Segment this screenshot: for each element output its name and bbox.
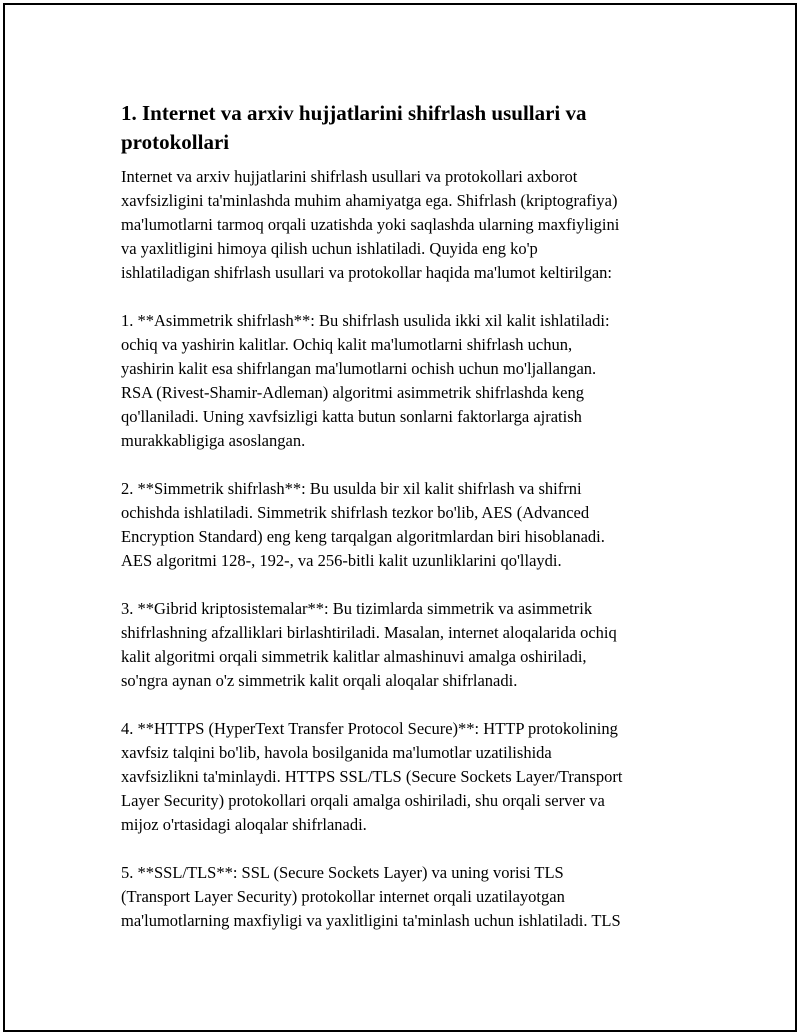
list-item-ssl-tls: [121, 861, 691, 933]
text-line: xavfsizligini ta'minlashda muhim ahamiyatga ega. Shifrlash (kriptografiya): [121, 191, 618, 210]
document-body: [121, 99, 691, 957]
text-line: 3. **Gibrid kriptosistemalar**: Bu tizimlarda simmetrik va asimmetrik: [121, 599, 593, 618]
text-line: Encryption Standard) eng keng tarqalgan algoritmlardan biri hisoblanadi.: [121, 527, 605, 546]
text-line: Internet va arxiv hujjatlarini shifrlash usullari va protokollari axborot: [121, 167, 578, 186]
list-item-asymmetric: [121, 309, 691, 453]
text-line: shifrlashning afzalliklari birlashtiriladi. Masalan, internet aloqalarida ochiq: [121, 623, 617, 642]
text-line: ochiq va yashirin kalitlar. Ochiq kalit ma'lumotlarni shifrlash uchun,: [121, 335, 573, 354]
text-line: ma'lumotlarni tarmoq orqali uzatishda yoki saqlashda ularning maxfiyligini: [121, 215, 620, 234]
list-item-symmetric: [121, 477, 691, 573]
text-line: ma'lumotlarning maxfiyligi va yaxlitligini ta'minlash uchun ishlatiladi. TLS: [121, 911, 621, 930]
section-heading: [121, 99, 691, 157]
text-line: qo'llaniladi. Uning xavfsizligi katta butun sonlarni faktorlarga ajratish: [121, 407, 582, 426]
list-item-https: [121, 717, 691, 837]
text-line: kalit algoritmi orqali simmetrik kalitlar almashinuvi amalga oshiriladi,: [121, 647, 587, 666]
text-line: 5. **SSL/TLS**: SSL (Secure Sockets Layer) va uning vorisi TLS: [121, 863, 564, 882]
text-line: so'ngra aynan o'z simmetrik kalit orqali aloqalar shifrlanadi.: [121, 671, 518, 690]
text-line: (Transport Layer Security) protokollar internet orqali uzatilayotgan: [121, 887, 565, 906]
text-line: murakkabligiga asoslangan.: [121, 431, 306, 450]
text-line: 1. **Asimmetrik shifrlash**: Bu shifrlash usulida ikki xil kalit ishlatiladi:: [121, 311, 610, 330]
text-line: AES algoritmi 128-, 192-, va 256-bitli kalit uzunliklarini qo'llaydi.: [121, 551, 562, 570]
text-line: yashirin kalit esa shifrlangan ma'lumotlarni ochish uchun mo'ljallangan.: [121, 359, 597, 378]
text-line: mijoz o'rtasidagi aloqalar shifrlanadi.: [121, 815, 367, 834]
document-page: [3, 3, 797, 1032]
text-line: RSA (Rivest-Shamir-Adleman) algoritmi asimmetrik shifrlashda keng: [121, 383, 584, 402]
text-line: 2. **Simmetrik shifrlash**: Bu usulda bir xil kalit shifrlash va shifrni: [121, 479, 582, 498]
heading-line: protokollari: [121, 130, 230, 154]
heading-line: 1. Internet va arxiv hujjatlarini shifrlash usullari va: [121, 101, 587, 125]
list-item-hybrid: [121, 597, 691, 693]
text-line: 4. **HTTPS (HyperText Transfer Protocol Secure)**: HTTP protokolining: [121, 719, 618, 738]
intro-paragraph: [121, 165, 691, 285]
text-line: va yaxlitligini himoya qilish uchun ishlatiladi. Quyida eng ko'p: [121, 239, 538, 258]
text-line: xavfsizlikni ta'minlaydi. HTTPS SSL/TLS (Secure Sockets Layer/Transport: [121, 767, 623, 786]
text-line: xavfsiz talqini bo'lib, havola bosilganida ma'lumotlar uzatilishida: [121, 743, 552, 762]
text-line: Layer Security) protokollari orqali amalga oshiriladi, shu orqali server va: [121, 791, 605, 810]
text-line: ishlatiladigan shifrlash usullari va protokollar haqida ma'lumot keltirilgan:: [121, 263, 612, 282]
text-line: ochishda ishlatiladi. Simmetrik shifrlash tezkor bo'lib, AES (Advanced: [121, 503, 590, 522]
